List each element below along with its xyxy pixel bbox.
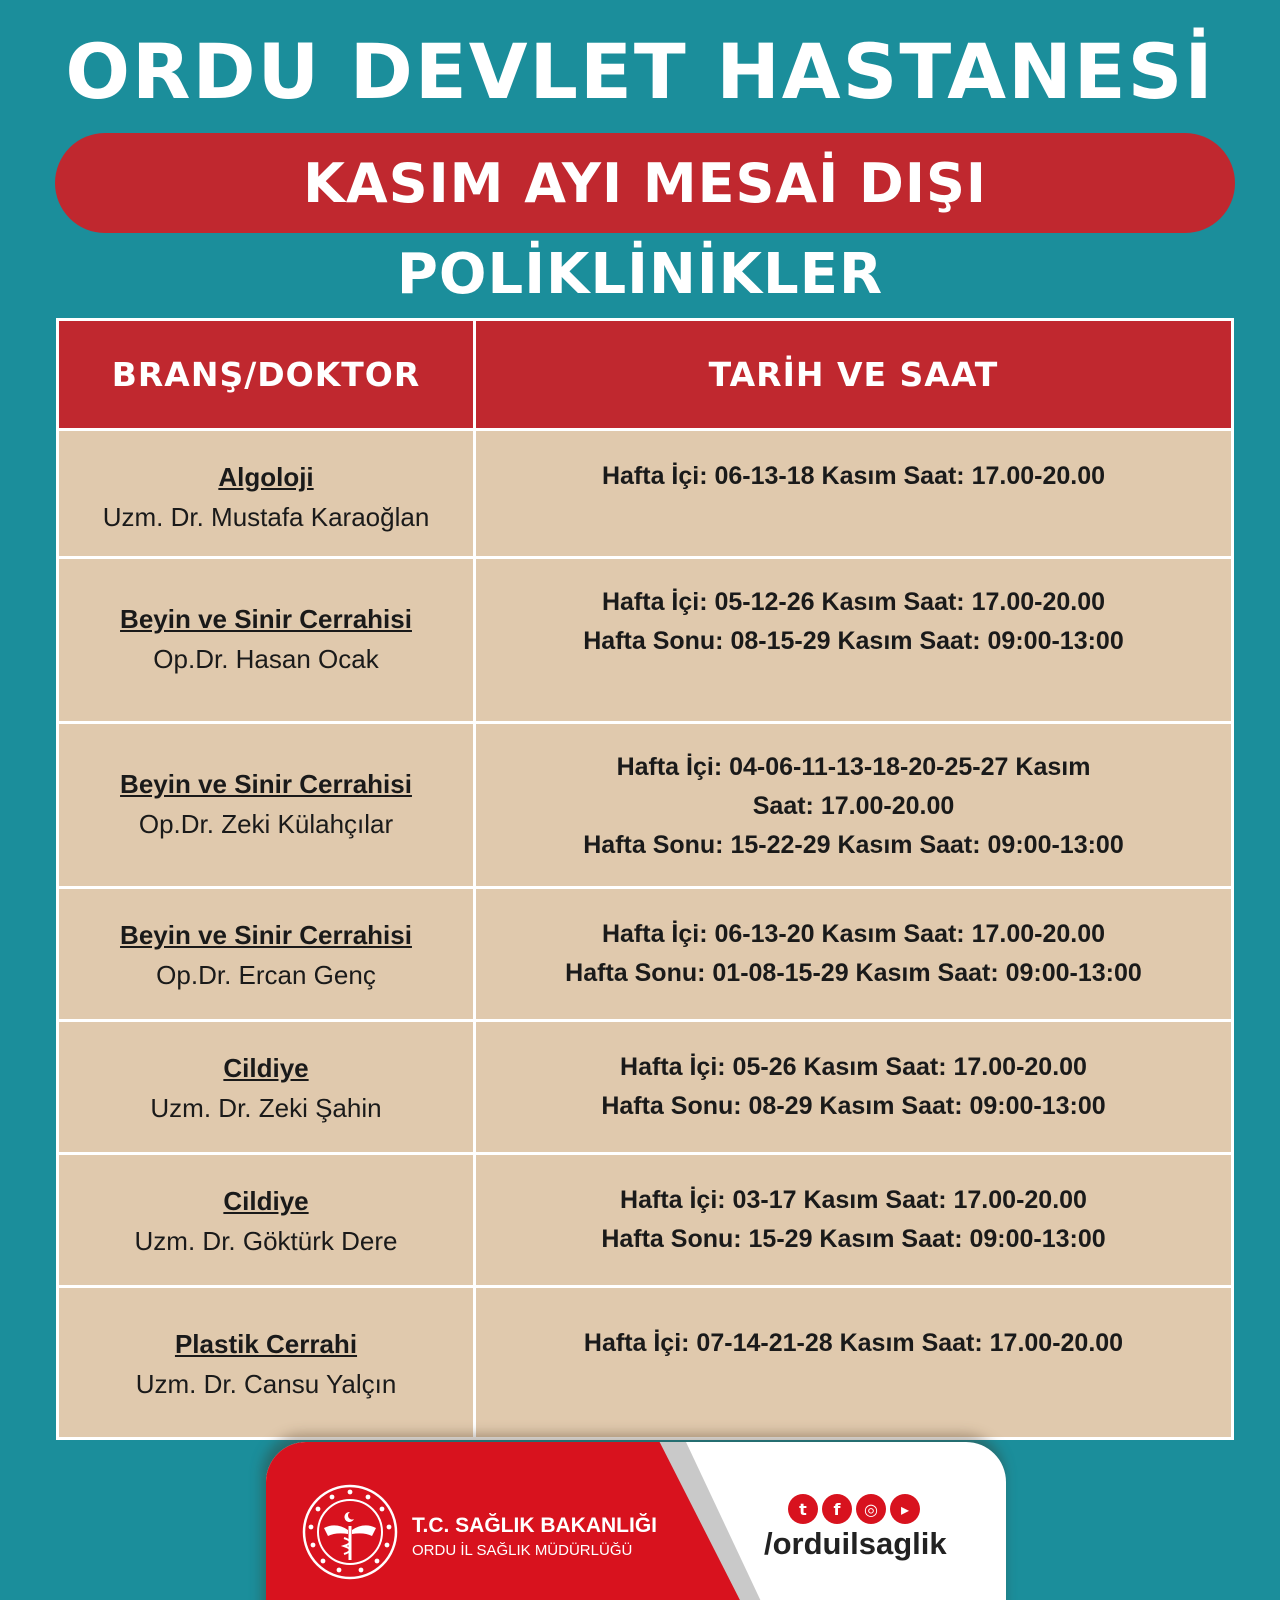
schedule-cell bbox=[476, 889, 1231, 1019]
twitter-icon[interactable]: t bbox=[788, 1494, 818, 1524]
branch-doctor-cell bbox=[59, 1288, 476, 1437]
schedule-line: Hafta İçi: 06-13-20 Kasım Saat: 17.00-20.00 bbox=[601, 920, 1106, 948]
table-row bbox=[59, 721, 1231, 886]
branch-name: Beyin ve Sinir Cerrahisi bbox=[120, 604, 412, 634]
banner-text: KASIM AYI MESAİ DIŞI bbox=[303, 151, 987, 215]
branch-doctor-cell bbox=[59, 559, 476, 721]
page-title: ORDU DEVLET HASTANESİ bbox=[65, 27, 1215, 116]
schedule-line: Hafta Sonu: 15-22-29 Kasım Saat: 09:00-13:00 bbox=[583, 831, 1124, 859]
doctor-name: Uzm. Dr. Zeki Şahin bbox=[150, 1093, 382, 1123]
schedule-line: Hafta İçi: 05-26 Kasım Saat: 17.00-20.00 bbox=[620, 1053, 1087, 1081]
branch-name: Beyin ve Sinir Cerrahisi bbox=[120, 920, 412, 950]
branch-doctor-cell bbox=[59, 724, 476, 886]
schedule-line: Hafta İçi: 04-06-11-13-18-20-25-27 Kasım bbox=[616, 753, 1091, 781]
column-header-branch: BRANŞ/DOKTOR bbox=[59, 321, 476, 428]
instagram-icon[interactable]: ◎ bbox=[856, 1494, 886, 1524]
schedule-line: Hafta Sonu: 08-15-29 Kasım Saat: 09:00-13:00 bbox=[583, 627, 1124, 655]
branch-doctor-cell bbox=[59, 1155, 476, 1285]
table-row bbox=[59, 428, 1231, 556]
schedule-line: Hafta İçi: 06-13-18 Kasım Saat: 17.00-20.00 bbox=[601, 462, 1106, 490]
branch-doctor-cell bbox=[59, 431, 476, 556]
facebook-icon[interactable]: f bbox=[822, 1494, 852, 1524]
branch-doctor-cell bbox=[59, 889, 476, 1019]
youtube-icon[interactable]: ▸ bbox=[890, 1494, 920, 1524]
ministry-emblem-icon bbox=[300, 1482, 400, 1582]
schedule-line: Hafta İçi: 05-12-26 Kasım Saat: 17.00-20.00 bbox=[601, 588, 1106, 616]
schedule-line: Hafta İçi: 07-14-21-28 Kasım Saat: 17.00-20.00 bbox=[583, 1329, 1124, 1357]
social-handle: /orduilsaglik bbox=[764, 1526, 947, 1561]
doctor-name: Op.Dr. Ercan Genç bbox=[156, 960, 376, 990]
table-row bbox=[59, 556, 1231, 721]
branch-doctor-cell bbox=[59, 1022, 476, 1152]
doctor-name: Uzm. Dr. Mustafa Karaoğlan bbox=[102, 502, 430, 532]
branch-name: Cildiye bbox=[223, 1186, 309, 1216]
branch-name: Cildiye bbox=[223, 1053, 309, 1083]
schedule-cell bbox=[476, 1155, 1231, 1285]
schedule-table bbox=[56, 318, 1234, 1440]
doctor-name: Op.Dr. Hasan Ocak bbox=[153, 644, 379, 674]
table-row bbox=[59, 1285, 1231, 1437]
social-icons bbox=[788, 1494, 920, 1524]
schedule-line: Hafta İçi: 03-17 Kasım Saat: 17.00-20.00 bbox=[620, 1186, 1087, 1214]
column-header-datetime: TARİH VE SAAT bbox=[476, 321, 1231, 428]
schedule-cell bbox=[476, 1288, 1231, 1437]
doctor-name: Uzm. Dr. Cansu Yalçın bbox=[135, 1369, 397, 1399]
schedule-cell bbox=[476, 724, 1231, 886]
doctor-name: Uzm. Dr. Göktürk Dere bbox=[134, 1226, 398, 1256]
ministry-name: T.C. SAĞLIK BAKANLIĞI bbox=[412, 1514, 657, 1537]
schedule-cell bbox=[476, 559, 1231, 721]
schedule-line: Hafta Sonu: 01-08-15-29 Kasım Saat: 09:00-13:00 bbox=[565, 959, 1142, 987]
table-row bbox=[59, 1019, 1231, 1152]
directorate-name: ORDU İL SAĞLIK MÜDÜRLÜĞÜ bbox=[412, 1542, 633, 1559]
branch-name: Plastik Cerrahi bbox=[174, 1329, 358, 1359]
schedule-cell bbox=[476, 1022, 1231, 1152]
schedule-line: Hafta Sonu: 08-29 Kasım Saat: 09:00-13:00 bbox=[601, 1092, 1106, 1120]
page-subtitle: POLİKLİNİKLER bbox=[396, 242, 884, 307]
schedule-line: Saat: 17.00-20.00 bbox=[752, 792, 955, 820]
table-row bbox=[59, 1152, 1231, 1285]
ministry-footer bbox=[266, 1442, 1006, 1600]
doctor-name: Op.Dr. Zeki Külahçılar bbox=[138, 809, 394, 839]
schedule-cell bbox=[476, 431, 1231, 556]
table-row bbox=[59, 886, 1231, 1019]
month-banner bbox=[55, 133, 1235, 233]
branch-name: Algoloji bbox=[218, 462, 314, 492]
table-header-row bbox=[59, 321, 1231, 428]
branch-name: Beyin ve Sinir Cerrahisi bbox=[120, 769, 412, 799]
schedule-line: Hafta Sonu: 15-29 Kasım Saat: 09:00-13:00 bbox=[601, 1225, 1106, 1253]
